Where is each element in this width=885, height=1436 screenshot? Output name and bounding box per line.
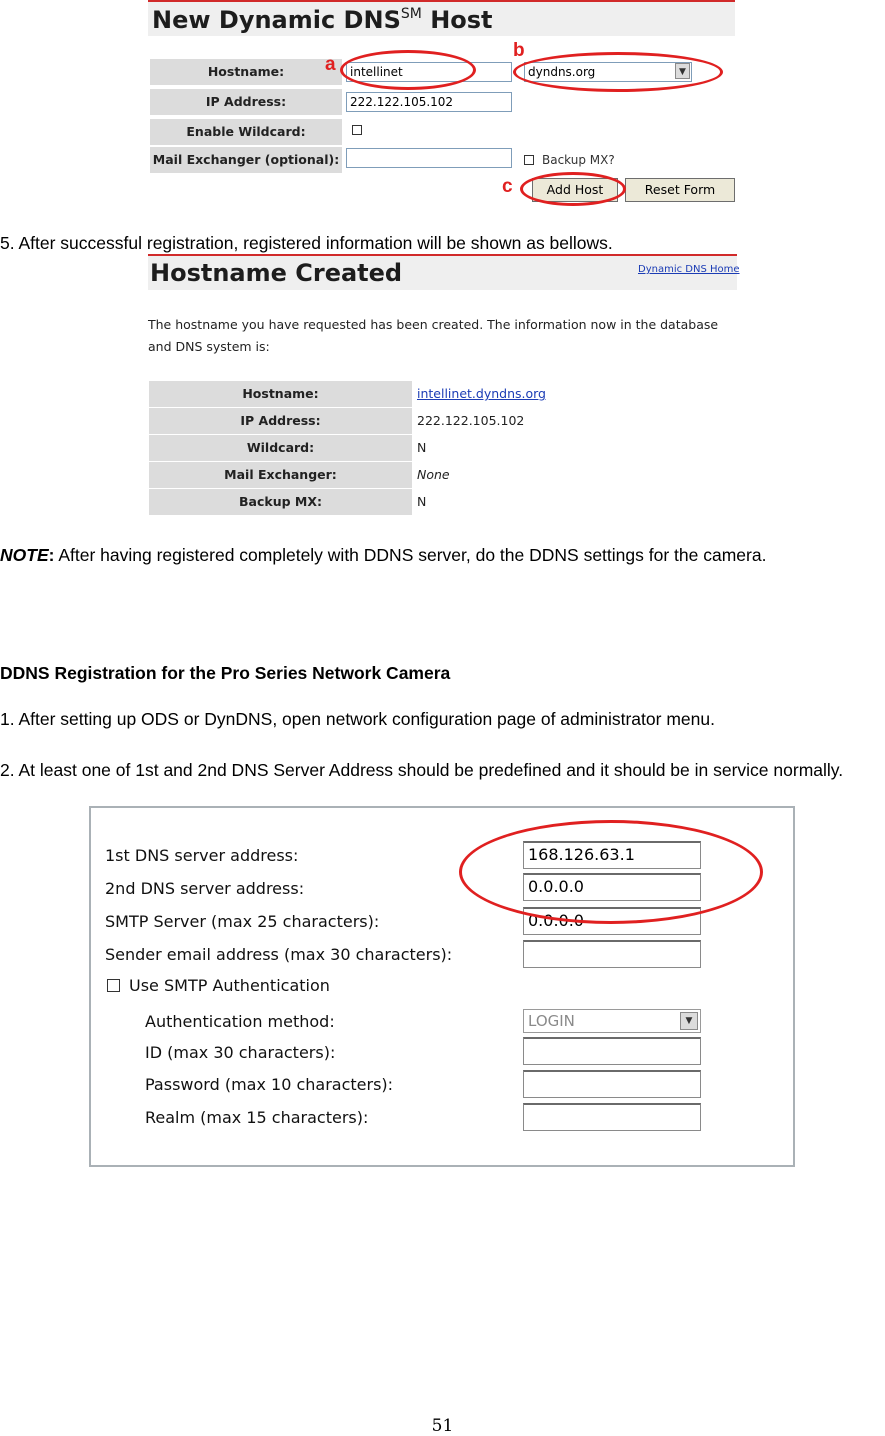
realm-label: Realm (max 15 characters): — [145, 1108, 369, 1127]
dns2-input[interactable]: 0.0.0.0 — [523, 873, 701, 901]
realm-input[interactable] — [523, 1103, 701, 1131]
id-input[interactable] — [523, 1037, 701, 1065]
auth-method-value: LOGIN — [528, 1012, 575, 1030]
smtp-server-label: SMTP Server (max 25 characters): — [105, 912, 380, 931]
page-number: 51 — [431, 1416, 454, 1436]
step-2-text: 2. At least one of 1st and 2nd DNS Server Address should be predefined and it should be in service normally. — [0, 760, 844, 780]
reset-form-button[interactable]: Reset Form — [625, 178, 735, 202]
marker-b: b — [513, 40, 525, 61]
created-ip-label: IP Address: — [149, 408, 412, 434]
chevron-down-icon[interactable]: ▼ — [680, 1012, 698, 1030]
use-smtp-auth-checkbox[interactable] — [107, 979, 120, 992]
auth-method-label: Authentication method: — [145, 1012, 335, 1031]
note-text: After having registered completely with DDNS server, do the DDNS settings for the camera. — [58, 545, 767, 565]
ip-address-input[interactable]: 222.122.105.102 — [346, 92, 512, 112]
auth-method-select[interactable] — [523, 1009, 701, 1033]
enable-wildcard-label: Enable Wildcard: — [150, 119, 342, 145]
sender-email-label: Sender email address (max 30 characters): — [105, 945, 453, 964]
dns2-label: 2nd DNS server address: — [105, 879, 305, 898]
section-heading: DDNS Registration for the Pro Series Network Camera — [0, 663, 451, 683]
dns1-input[interactable]: 168.126.63.1 — [523, 841, 701, 869]
marker-c: c — [502, 176, 513, 197]
created-message: The hostname you have requested has been created. The information now in the database and DNS system is: — [148, 317, 719, 354]
dns-highlight-ring — [459, 820, 763, 924]
note-label: NOTE — [0, 545, 49, 565]
created-hostname-value[interactable]: intellinet.dyndns.org — [417, 386, 546, 401]
add-host-button[interactable]: Add Host — [532, 178, 618, 202]
mail-exchanger-input[interactable] — [346, 148, 512, 168]
step-5-text: 5. After successful registration, registered information will be shown as bellows. — [0, 233, 613, 253]
created-wildcard-value: N — [417, 440, 427, 455]
mail-exchanger-label: Mail Exchanger (optional): — [150, 147, 342, 173]
dns1-label: 1st DNS server address: — [105, 846, 299, 865]
hostname-label: Hostname: — [150, 59, 342, 85]
note-colon: : — [48, 545, 55, 565]
use-smtp-auth-label: Use SMTP Authentication — [129, 976, 330, 995]
password-input[interactable] — [523, 1070, 701, 1098]
dyn-form-title: New Dynamic DNS℠ Host — [152, 6, 493, 34]
note-paragraph — [0, 544, 885, 566]
sender-email-input[interactable] — [523, 940, 701, 968]
backup-mx-checkbox[interactable] — [524, 155, 534, 165]
smtp-server-input[interactable]: 0.0.0.0 — [523, 907, 701, 935]
hostname-input[interactable]: intellinet — [346, 62, 512, 82]
created-mx-label: Mail Exchanger: — [149, 462, 412, 488]
created-mx-value: None — [417, 467, 450, 482]
dynamic-dns-home-link[interactable]: Dynamic DNS Home — [638, 264, 740, 275]
created-ip-value: 222.122.105.102 — [417, 413, 525, 428]
highlight-ring-c — [520, 172, 626, 206]
wildcard-checkbox[interactable] — [352, 125, 362, 135]
marker-a: a — [325, 54, 336, 75]
ip-address-label: IP Address: — [150, 89, 342, 115]
backup-mx-label: Backup MX? — [542, 153, 615, 167]
created-hostname-label: Hostname: — [149, 381, 412, 407]
highlight-ring-a — [340, 50, 476, 90]
highlight-ring-b — [513, 52, 723, 92]
created-backup-mx-value: N — [417, 494, 427, 509]
password-label: Password (max 10 characters): — [145, 1075, 394, 1094]
domain-select-value: dyndns.org — [528, 65, 596, 79]
created-title: Hostname Created — [150, 259, 403, 287]
step-1-text: 1. After setting up ODS or DynDNS, open network configuration page of administrator menu. — [0, 709, 715, 729]
created-wildcard-label: Wildcard: — [149, 435, 412, 461]
created-backup-mx-label: Backup MX: — [149, 489, 412, 515]
chevron-down-icon[interactable]: ▼ — [675, 63, 690, 79]
id-label: ID (max 30 characters): — [145, 1043, 336, 1062]
